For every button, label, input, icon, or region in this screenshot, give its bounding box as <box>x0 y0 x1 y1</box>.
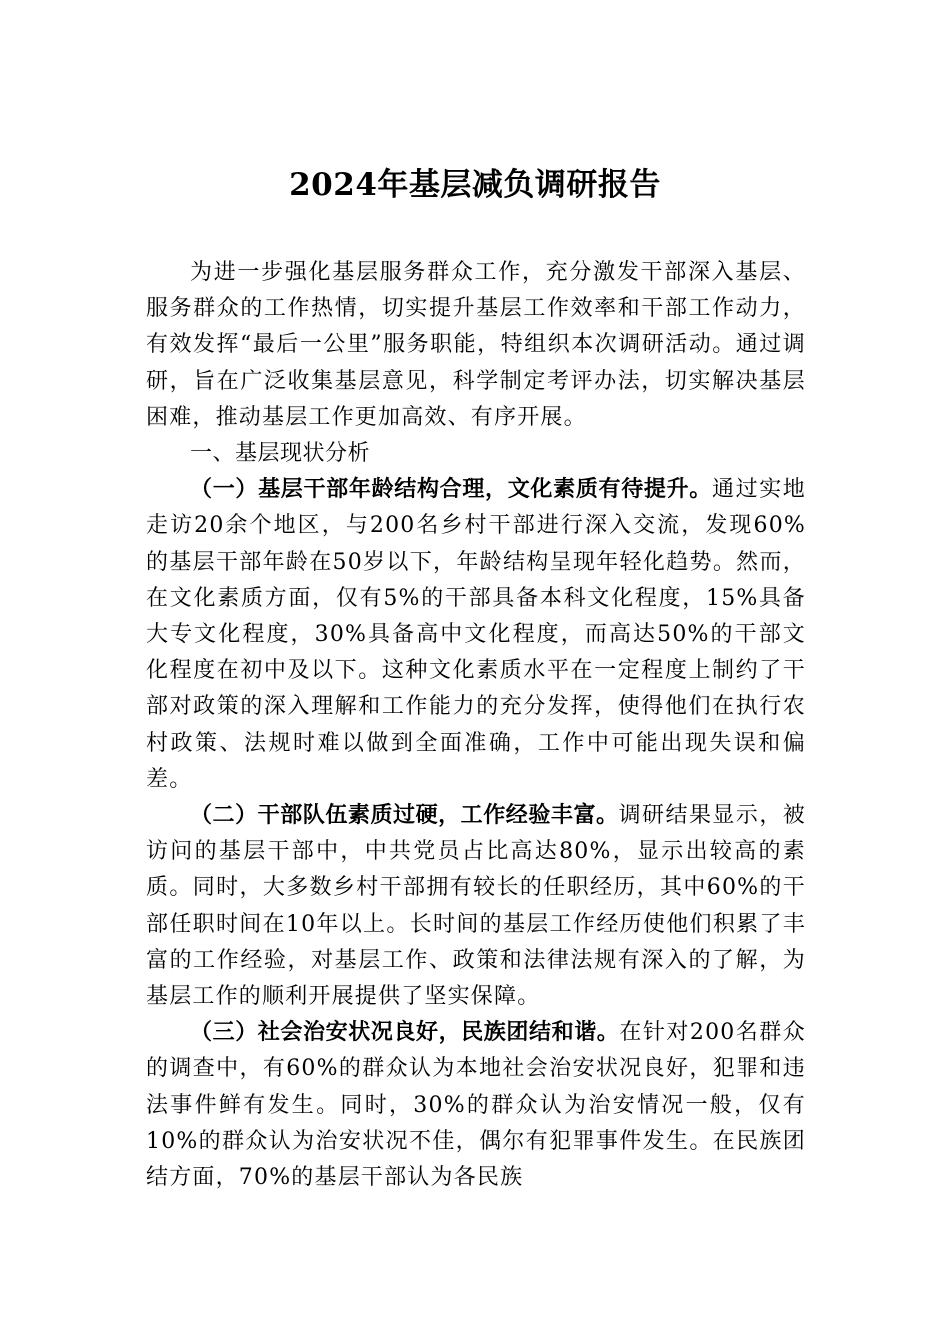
subsection-2-paragraph <box>146 798 806 1015</box>
subsection-3-lead: （三）社会治安状况良好，民族团结和谐。 <box>190 1020 620 1046</box>
document-title: 2024年基层减负调研报告 <box>289 167 661 203</box>
subsection-3-paragraph <box>146 1015 806 1196</box>
subsection-2-lead: （二）干部队伍素质过硬，工作经验丰富。 <box>190 803 619 829</box>
document-body <box>146 255 806 1196</box>
subsection-1-lead: （一）基层干部年龄结构合理，文化素质有待提升。 <box>190 477 712 503</box>
section-heading-1: 一、基层现状分析 <box>190 441 371 467</box>
intro-paragraph: 为进一步强化基层服务群众工作，充分激发干部深入基层、服务群众的工作热情，切实提升基层工作效率和干部工作动力，有效发挥“最后一公里”服务职能，特组织本次调研活动。通过调研，旨在广泛收集基层意见，科学制定考评办法，切实解决基层困难，推动基层工作更加高效、有序开展。 <box>146 260 806 430</box>
subsection-1-text: 通过实地走访20余个地区，与200名乡村干部进行深入交流，发现60%的基层干部年龄在50岁以下，年龄结构呈现年轻化趋势。然而，在文化素质方面，仅有5%的干部具备本科文化程度，15%具备大专文化程度，30%具备高中文化程度，而高达50%的干部文化程度在初中及以下。这种文化素质水平在一定程度上制约了干部对政策的深入理解和工作能力的充分发挥，使得他们在执行农村政策、法规时难以做到全面准确，工作中可能出现失误和偏差。 <box>146 477 806 792</box>
subsection-2-text: 调研结果显示，被访问的基层干部中，中共党员占比高达80%，显示出较高的素质。同时，大多数乡村干部拥有较长的任职经历，其中60%的干部任职时间在10年以上。长时间的基层工作经历使他们积累了丰富的工作经验，对基层工作、政策和法律法规有深入的了解，为基层工作的顺利开展提供了坚实保障。 <box>146 803 806 1010</box>
subsection-3-text: 在针对200名群众的调查中，有60%的群众认为本地社会治安状况良好，犯罪和违法事件鲜有发生。同时，30%的群众认为治安情况一般，仅有10%的群众认为治安状况不佳，偶尔有犯罪事件发生。在民族团结方面，70%的基层干部认为各民族 <box>146 1020 806 1191</box>
subsection-1-paragraph <box>146 472 806 798</box>
